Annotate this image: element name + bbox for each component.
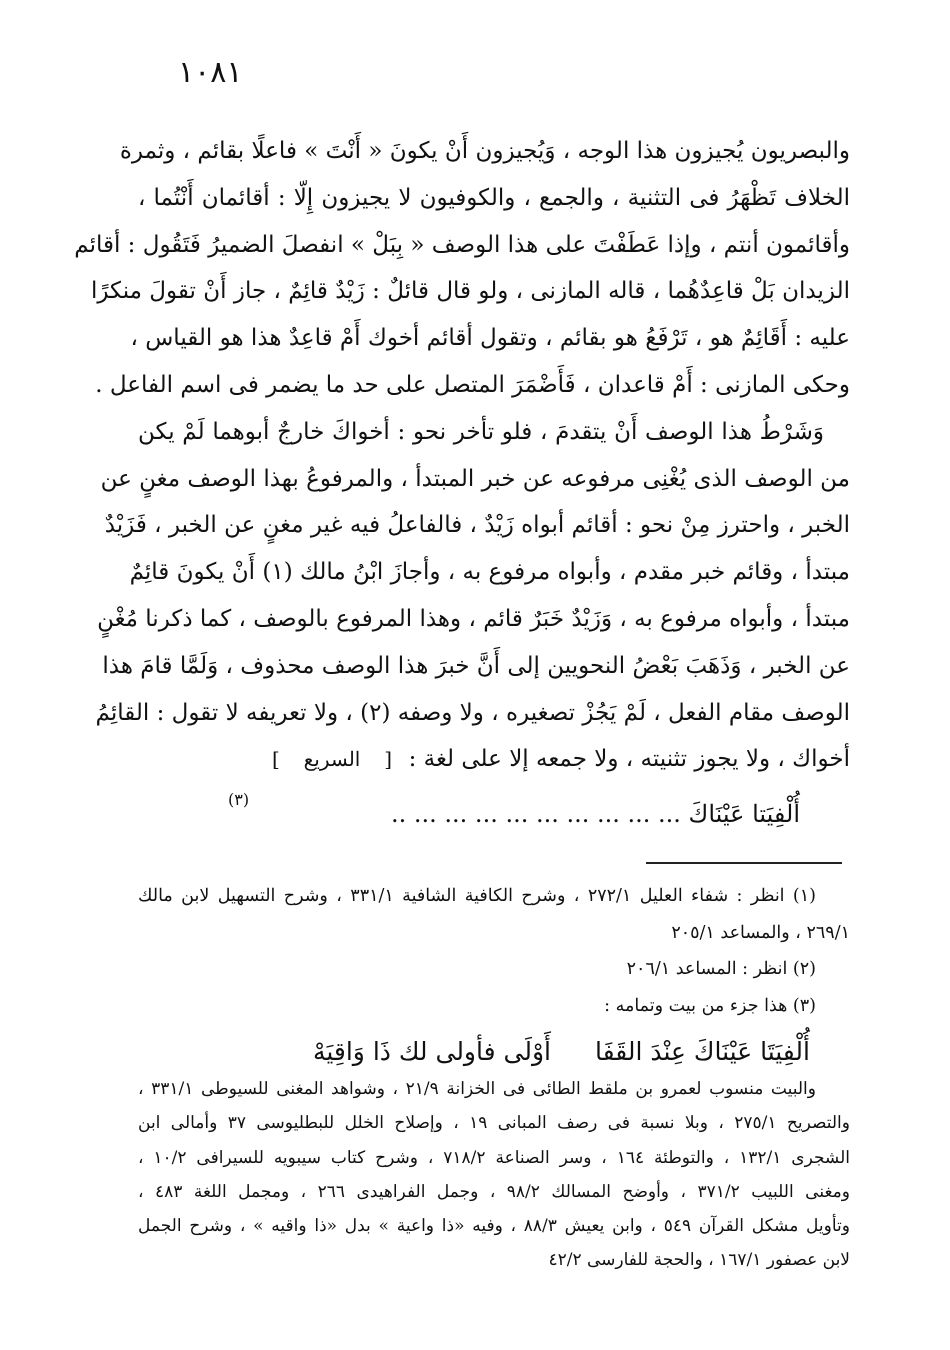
main-line: والبصريون يُجيزون هذا الوجه ، وَيُجيزون أَنْ يكونَ « أَنْتَ » فاعلًا بقائم ، وثمرة — [119, 138, 850, 164]
sources-line: الشجرى ١٣٢/١ ، والتوطئة ١٦٤ ، وسر الصناعة ٧١٨/٢ ، وشرح كتاب سيبويه للسيرافى ١٠/٢ ، — [138, 1147, 851, 1168]
footnote-mark: (٣) — [228, 790, 250, 809]
footnote-verse — [190, 1032, 810, 1072]
meter-line — [138, 736, 850, 783]
footnote-1-line-2: ٢٦٩/١ ، والمساعد ٢٠٥/١ — [671, 922, 850, 943]
verse-hemistich-1: أُلْفِيَتَا عَيْنَاكَ عِنْدَ القَفَا — [594, 1037, 810, 1066]
meter-name: [ السريع ] — [272, 747, 392, 772]
main-line: الخلاف تَظْهَرُ فى التثنية ، والجمع ، والكوفيون لا يجيزون إِلّا : أقائمان أَنْتُما ، — [138, 184, 850, 211]
sources-line: ومغنى اللبيب ٣٧١/٢ ، وأوضح المسالك ٩٨/٢ ، وجمل الفراهيدى ٢٦٦ ، ومجمل اللغة ٤٨٣ ، — [138, 1181, 850, 1202]
main-text-body — [74, 128, 850, 783]
verse-hemistich-2: أَوْلَى فأولى لك ذَا وَاقِيَهْ — [312, 1037, 551, 1066]
footnote-3: (٣) هذا جزء من بيت وتمامه : — [604, 996, 816, 1017]
footnotes — [138, 878, 850, 1025]
sources-line: لابن عصفور ١٦٧/١ ، والحجة للفارسى ٤٢/٢ — [548, 1250, 850, 1271]
main-line: مبتدأ ، وقائم خبر مقدم ، وأبواه مرفوع به ، وأجازَ ابْنُ مالك (١) أَنْ يكونَ قائِمٌ — [129, 559, 850, 586]
page-number: ١٠٨١ — [178, 55, 243, 90]
main-line: الخبر ، واحترز مِنْ نحو : أقائم أبواه زَيْدٌ ، فالفاعلُ فيه غير مغنٍ عن الخبر ، فَزَيْدٌ — [104, 512, 850, 539]
footnote-separator — [646, 862, 842, 864]
cited-hemistich: أُلْفِيَتا عَيْنَاكَ ... ... ... ... ... ... ... ... ... .. — [391, 800, 800, 828]
main-line: الوصف مقام الفعل ، لَمْ يَجُزْ تصغيره ، ولا وصفه (٢) ، ولا تعريفه لا تقول : القائِمُ — [95, 699, 850, 726]
sources-line: والبيت منسوب لعمرو بن ملقط الطائى فى الخزانة ٢١/٩ ، وشواهد المغنى للسيوطى ٣٣١/١ ، — [138, 1079, 816, 1099]
sources-line: وتأويل مشكل القرآن ٥٤٩ ، وابن يعيش ٨٨/٣ ، وفيه «ذا واعية » بدل «ذا واقيه » ، وشرح الجمل — [138, 1216, 850, 1237]
main-line: من الوصف الذى يُغْنِى مرفوعه عن خبر المبتدأ ، والمرفوعُ بهذا الوصف مغنٍ عن — [100, 465, 850, 492]
main-line: وأقائمون أنتم ، وإذا عَطَفْتَ على هذا الوصف « بِبَلْ » انفصلَ الضميرُ فَتَقُول : أقائم — [74, 231, 850, 258]
main-line: عليه : أَقَائِمٌ هو ، تَرْفَعُ هو بقائم ، وتقول أقائم أخوك أَمْ قاعِدٌ هذا هو القياس ، — [130, 325, 850, 352]
footnote-2: (٢) انظر : المساعد ٢٠٦/١ — [626, 959, 816, 980]
footnote-1-line-1: (١) انظر : شفاء العليل ٢٧٢/١ ، وشرح الكافية الشافية ٣٣١/١ ، وشرح التسهيل لابن مالك — [138, 886, 816, 906]
main-line: وَشَرْطُ هذا الوصف أَنْ يتقدمَ ، فلو تأخر نحو : أخواكَ خارجٌ أبوهما لَمْ يكن — [138, 418, 824, 445]
verse-sources — [138, 1072, 850, 1278]
meter-line-text: أخواك ، ولا يجوز تثنيته ، ولا جمعه إلا على لغة : — [408, 746, 850, 773]
main-line: الزيدان بَلْ قاعِدٌهُما ، قاله المازنى ، ولو قال قائلٌ : زَيْدٌ قائِمٌ ، جاز أَنْ تقولَ منكرًا — [90, 278, 850, 305]
main-line: عن الخبر ، وَذَهَبَ بَعْضُ النحويين إلى أَنَّ خبرَ هذا الوصف محذوف ، وَلَمَّا قامَ هذا — [102, 652, 850, 679]
main-line: مبتدأ ، وأبواه مرفوع به ، وَزَيْدٌ خَبَرٌ قائم ، وهذا المرفوع بالوصف ، كما ذكرنا مُغْنٍ — [97, 605, 850, 632]
main-line: وحكى المازنى : أَمْ قاعدان ، فَأَضْمَرَ المتصل على حد ما يضمر فى اسم الفاعل . — [95, 371, 850, 398]
sources-line: والتصريح ٢٧٥/١ ، وبلا نسبة فى رصف المبانى ١٩ ، وإصلاح الخلل للبطليوسى ٣٧ وأمالى ابن — [138, 1113, 850, 1134]
